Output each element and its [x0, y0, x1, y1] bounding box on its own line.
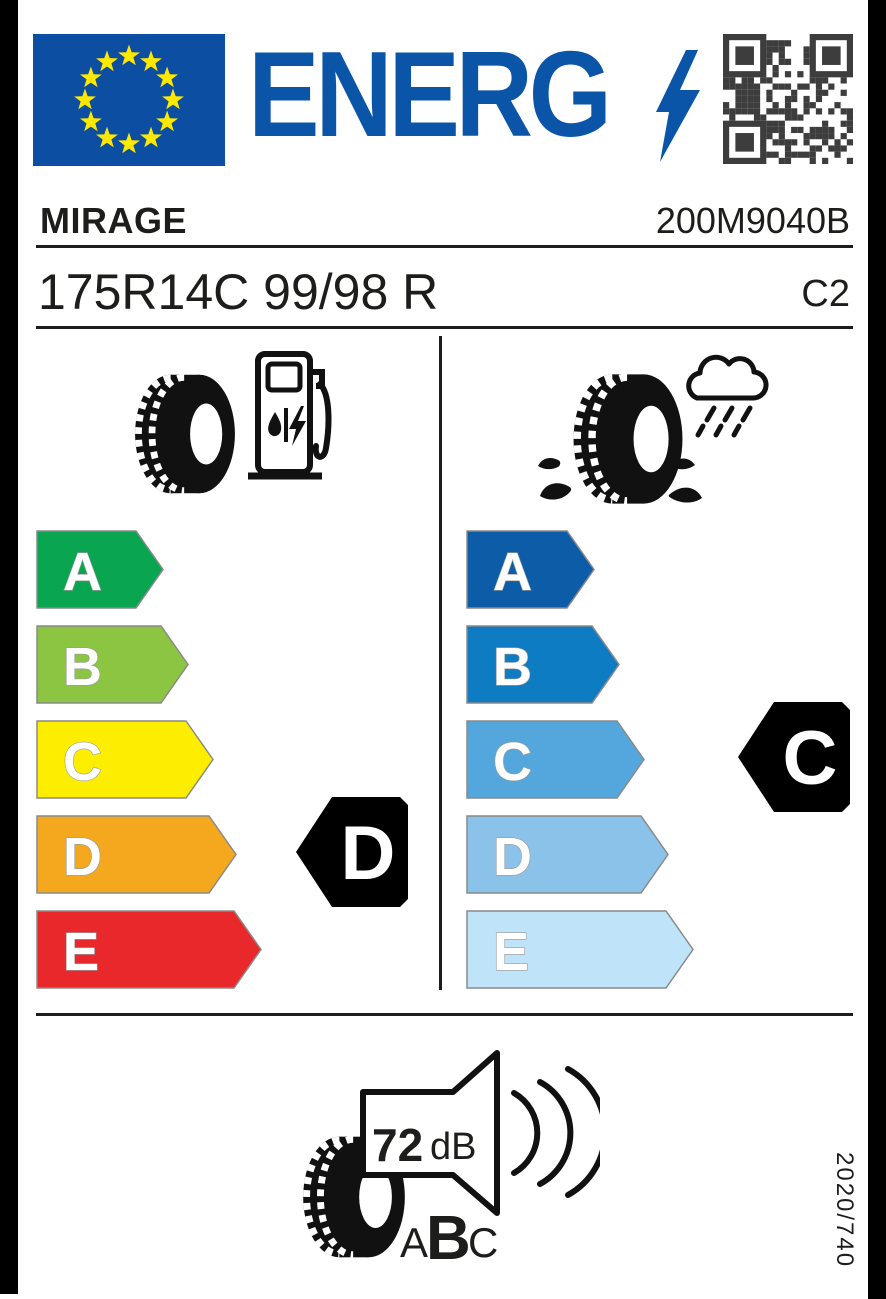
wet-rating-letter: C: [782, 716, 838, 801]
sound-waves-icon: [514, 1069, 600, 1195]
wet-class-letter: D: [493, 827, 532, 887]
eu-flag: [33, 34, 225, 166]
tire-size-designation: 175R14C 99/98 R: [38, 264, 439, 320]
fuel-efficiency-rating-indicator: [296, 795, 408, 909]
fuel-class-letter: B: [63, 637, 102, 697]
fuel-class-d: [36, 815, 237, 895]
lightning-bolt-icon: [652, 50, 704, 162]
energ-logo-text: ENERG: [248, 26, 608, 162]
noise-class-a: A: [400, 1219, 429, 1266]
right-border: [868, 0, 886, 1299]
fuel-class-letter: D: [63, 827, 102, 887]
fuel-efficiency-icon: [125, 348, 340, 520]
tire-icon: [574, 374, 683, 503]
wet-grip-scale: [466, 530, 694, 990]
noise-value: 72: [372, 1119, 424, 1171]
model-code: 200M9040B: [655, 200, 850, 241]
fuel-class-c: [36, 720, 214, 800]
fuel-class-letter: A: [63, 542, 102, 602]
divider-rule-2: [36, 326, 853, 329]
splash-drops-right: [669, 458, 702, 502]
splash-drops-left: [538, 458, 571, 500]
wet-class-b: [466, 625, 620, 705]
wet-class-letter: E: [493, 922, 530, 982]
wet-class-c: [466, 720, 645, 800]
wet-class-a: [466, 530, 595, 610]
fuel-class-letter: C: [63, 732, 102, 792]
wet-grip-rating-indicator: [738, 700, 850, 814]
fuel-class-a: [36, 530, 164, 610]
wet-class-letter: A: [493, 542, 532, 602]
size-row: [36, 263, 850, 320]
fuel-efficiency-scale: [36, 530, 262, 990]
noise-class-c: C: [468, 1219, 499, 1266]
tire-class: C2: [801, 273, 850, 315]
divider-rule-1: [36, 245, 853, 248]
wet-grip-icon: [530, 348, 790, 523]
noise-class-b-selected: B: [426, 1204, 471, 1273]
divider-rule-3: [36, 1013, 853, 1016]
tire-icon: [135, 375, 235, 493]
wet-class-letter: B: [493, 637, 532, 697]
noise-unit: dB: [430, 1126, 477, 1168]
rain-cloud-icon: [689, 357, 766, 435]
regulation-number: 2020/740: [831, 1152, 858, 1269]
left-border: [0, 0, 18, 1294]
energ-logo: [248, 26, 657, 162]
wet-class-d: [466, 815, 669, 895]
wet-class-e: [466, 910, 694, 990]
qr-code: [722, 34, 854, 164]
fuel-pump-icon: [248, 354, 328, 476]
wet-class-letter: C: [493, 732, 532, 792]
fuel-class-letter: E: [63, 922, 100, 982]
fuel-class-e: [36, 910, 262, 990]
brand-row: [36, 200, 850, 240]
fuel-rating-letter: D: [340, 811, 396, 896]
scales-divider: [439, 336, 442, 990]
brand-name: MIRAGE: [40, 200, 187, 241]
fuel-class-b: [36, 625, 189, 705]
noise-graphic: [288, 1045, 600, 1277]
